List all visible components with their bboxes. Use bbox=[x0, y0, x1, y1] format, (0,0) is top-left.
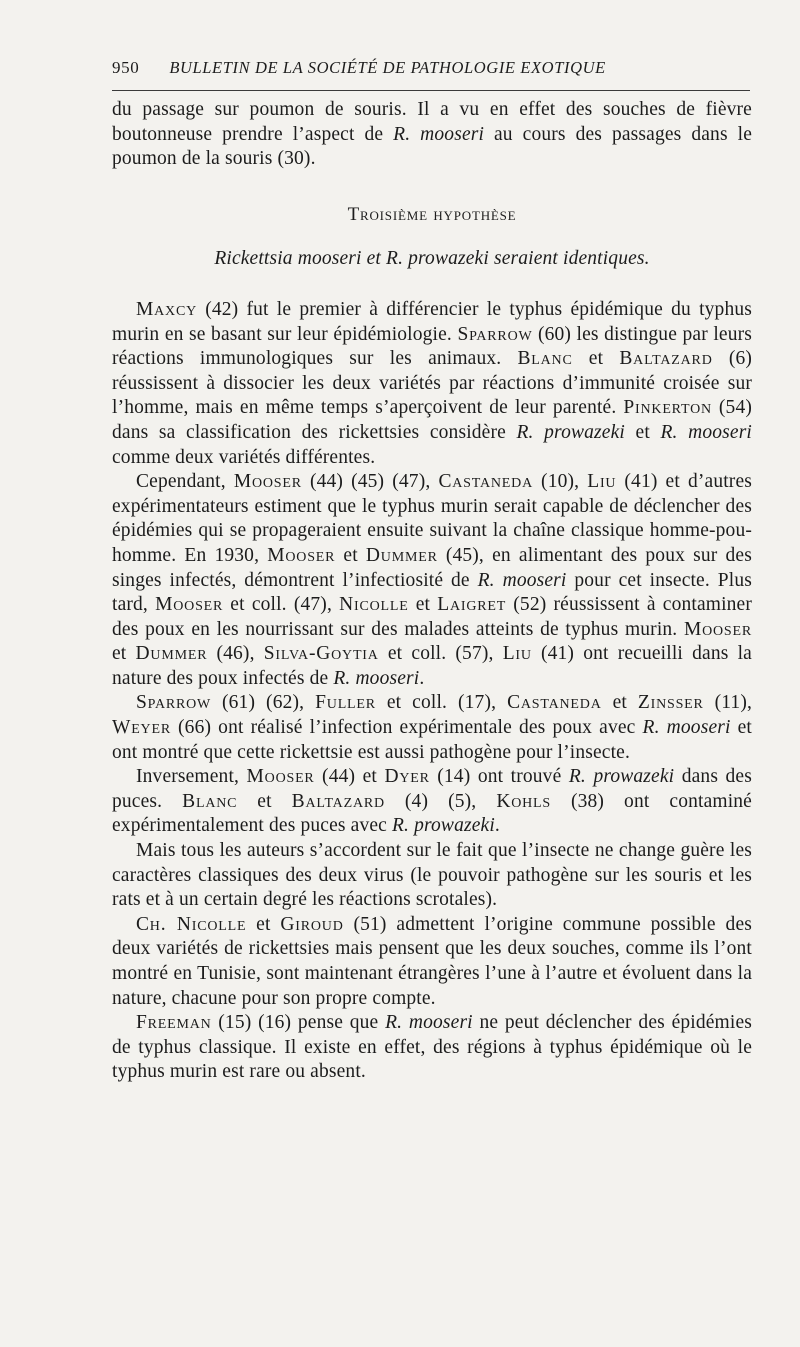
page-number: 950 bbox=[112, 58, 140, 77]
paragraph: Mais tous les auteurs s’accordent sur le fait que l’insecte ne change guère les caractères classiques des deux virus (le pouvoir pathogène sur les souris et les rats et à un certain degré les réactions scrotales). bbox=[112, 840, 752, 911]
paragraph: Sparrow (61) (62), Fuller et coll. (17), Castaneda et Zinsser (11), Weyer (66) ont réalisé l’infection expérimentale des poux avec R. mooseri et ont montré que cette rickettsie est aussi pathogène pour l’insecte. bbox=[112, 692, 753, 763]
paragraph: Maxcy (42) fut le premier à différencier le typhus épidémique du typhus murin en se basant sur leur épidémiologie. Sparrow (60) les distingue par leurs réactions immunologiques sur les animaux. Blanc et Baltazard (6) réussissent à dissocier les deux variétés par réactions d’immunité croisée sur l’homme, mais en même temps s’aperçoivent de leur parenté. Pinkerton (54) dans sa classification des rickettsies considère R. prowazeki et R. mooseri comme deux variétés différentes. bbox=[112, 298, 753, 468]
body-text bbox=[112, 98, 752, 1085]
paragraph: Inversement, Mooser (44) et Dyer (14) ont trouvé R. prowazeki dans des puces. Blanc et Baltazard (4) (5), Kohls (38) ont contaminé expérimentalement des puces avec R. prowazeki. bbox=[112, 766, 752, 837]
header-rule bbox=[112, 90, 750, 91]
paragraph: Ch. Nicolle et Giroud (51) admettent l’origine commune possible des deux variétés de rickettsies mais pensent que les deux souches, comme ils l’ont montré en Tunisie, sont maintenant étrangères l’une à l’autre et évoluent dans la nature, chacune pour son propre compte. bbox=[112, 913, 752, 1009]
paragraph: du passage sur poumon de souris. Il a vu en effet des souches de fièvre boutonneuse prendre l’aspect de R. mooseri au cours des passages dans le poumon de la souris (30). bbox=[112, 99, 753, 170]
paragraph: Freeman (15) (16) pense que R. mooseri ne peut déclencher des épidémies de typhus classique. Il existe en effet, des régions à typhus épidémique où le typhus murin est rare ou absent. bbox=[112, 1012, 752, 1083]
journal-title: BULLETIN DE LA SOCIÉTÉ DE PATHOLOGIE EXOTIQUE bbox=[169, 58, 606, 77]
section-heading: Troisième hypothèse bbox=[347, 203, 517, 225]
section-subheading: Rickettsia mooseri et R. prowazeki seraient identiques. bbox=[214, 248, 650, 270]
paragraph: Cependant, Mooser (44) (45) (47), Castaneda (10), Liu (41) et d’autres expérimentateurs estiment que le typhus murin serait capable de déclencher des épidémies qui se propageraient ensuite suivant la chaîne classique homme-pou-homme. En 1930, Mooser et Dummer (45), en alimentant des poux sur des singes infectés, démontrent l’infectiosité de R. mooseri pour cet insecte. Plus tard, Mooser et coll. (47), Nicolle et Laigret (52) réussissent à contaminer des poux en les nourrissant sur des malades atteints de typhus murin. Mooser et Dummer (46), Silva-Goytia et coll. (57), Liu (41) ont recueilli dans la nature des poux infectés de R. mooseri. bbox=[112, 471, 752, 689]
running-header bbox=[112, 58, 750, 78]
